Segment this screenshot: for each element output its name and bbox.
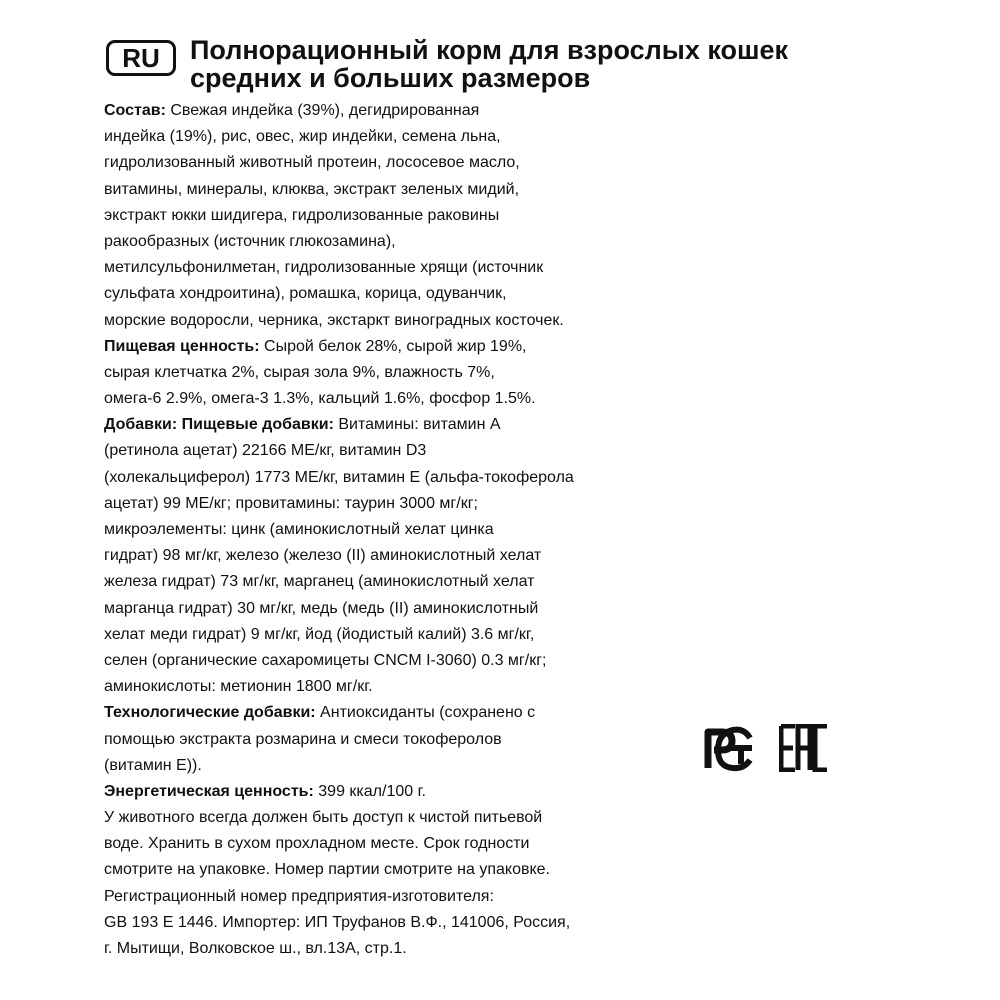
line-text: г. Мытищи, Волковское ш., вл.13А, стр.1. — [104, 940, 407, 957]
label-header — [104, 36, 939, 98]
line-text: марганца гидрат) 30 мг/кг, медь (медь (II) аминокислотный — [104, 599, 539, 617]
text-line — [104, 491, 939, 517]
text-line — [104, 831, 939, 857]
line-text: помощью экстракта розмарина и смеси токоферолов — [104, 730, 502, 748]
text-line — [104, 124, 939, 150]
line-text: Свежая индейка (39%), дегидрированная — [165, 102, 480, 119]
line-text: ракообразных (источник глюкозамина), — [104, 232, 396, 250]
line-text: Витамины: витамин А — [333, 416, 501, 434]
text-line — [104, 177, 939, 203]
line-text: Регистрационный номер предприятия-изготовителя: — [104, 887, 494, 905]
text-line — [104, 517, 939, 543]
eac-certification-icon — [779, 724, 829, 772]
line-text: морские водоросли, черника, экстаркт виноградных косточек. — [104, 311, 564, 329]
pct-certification-icon — [700, 724, 756, 772]
section-heading: Добавки: Пищевые добавки: — [104, 416, 334, 434]
text-line — [104, 308, 939, 334]
line-text: (витамин Е)). — [104, 756, 202, 774]
text-line — [104, 543, 939, 569]
line-text: хелат меди гидрат) 9 мг/кг, йод (йодистый калий) 3.6 мг/кг, — [104, 625, 535, 643]
line-text: индейка (19%), рис, овес, жир индейки, семена льна, — [104, 128, 501, 146]
text-line — [104, 569, 939, 595]
line-text: гидрат) 98 мг/кг, железо (железо (II) аминокислотный хелат — [104, 547, 542, 565]
line-text: гидролизованный животный протеин, лососевое масло, — [104, 154, 520, 172]
text-line — [104, 884, 939, 910]
product-title — [190, 36, 950, 92]
line-text: ацетат) 99 МЕ/кг; провитамины: таурин 3000 мг/кг; — [104, 494, 478, 512]
text-line — [104, 779, 939, 805]
line-text: смотрите на упаковке. Номер партии смотрите на упаковке. — [104, 861, 550, 879]
text-line — [104, 648, 939, 674]
line-text: воде. Хранить в сухом прохладном месте. Срок годности — [104, 835, 530, 853]
text-line — [104, 674, 939, 700]
text-line — [104, 334, 939, 360]
line-text: сырая клетчатка 2%, сырая зола 9%, влажность 7%, — [104, 363, 495, 381]
product-label — [104, 36, 939, 962]
composition-text — [104, 98, 939, 962]
line-text: витамины, минералы, клюква, экстракт зеленых мидий, — [104, 180, 520, 198]
section-heading: Пищевая ценность: — [104, 337, 260, 355]
line-text: GB 193 E 1446. Импортер: ИП Труфанов В.Ф., 141006, Россия, — [104, 913, 571, 931]
text-line — [104, 805, 939, 831]
section-heading: Состав: — [104, 102, 166, 119]
line-text: 399 ккал/100 г. — [313, 782, 426, 800]
text-line — [104, 857, 939, 883]
text-line — [104, 700, 939, 726]
product-title-line: Полнорационный корм для взрослых кошек — [190, 35, 789, 65]
section-heading: Энергетическая ценность: — [104, 782, 314, 800]
line-text: омега-6 2.9%, омега-3 1.3%, кальций 1.6%, фосфор 1.5%. — [104, 390, 536, 408]
line-text: метилсульфонилметан, гидролизованные хрящи (источник — [104, 259, 544, 277]
line-text: аминокислоты: метионин 1800 мг/кг. — [104, 678, 373, 696]
text-line — [104, 203, 939, 229]
text-line — [104, 229, 939, 255]
line-text: сульфата хондроитина), ромашка, корица, одуванчик, — [104, 285, 507, 303]
product-title-line: средних и больших размеров — [190, 63, 591, 93]
text-line — [104, 910, 939, 936]
text-line — [104, 596, 939, 622]
certification-marks — [700, 724, 830, 774]
line-text: Антиоксиданты (сохранено с — [315, 704, 536, 722]
line-text: микроэлементы: цинк (аминокислотный хелат цинка — [104, 521, 494, 538]
text-line — [104, 412, 939, 438]
text-line — [104, 281, 939, 307]
text-line — [104, 150, 939, 176]
language-badge: RU — [106, 40, 176, 76]
line-text: селен (органические сахаромицеты CNCM I-3060) 0.3 мг/кг; — [104, 651, 547, 669]
text-line — [104, 386, 939, 412]
line-text: железа гидрат) 73 мг/кг, марганец (аминокислотный хелат — [104, 573, 535, 591]
text-line — [104, 438, 939, 464]
text-line — [104, 98, 939, 124]
text-line — [104, 465, 939, 491]
section-heading: Технологические добавки: — [104, 704, 316, 722]
text-line — [104, 360, 939, 386]
text-line — [104, 255, 939, 281]
line-text: (холекальциферол) 1773 МЕ/кг, витамин Е (альфа-токоферола — [104, 468, 574, 486]
line-text: экстракт юкки шидигера, гидролизованные раковины — [104, 206, 500, 224]
text-line — [104, 622, 939, 648]
line-text: Сырой белок 28%, сырой жир 19%, — [259, 337, 527, 355]
text-line — [104, 936, 939, 962]
line-text: (ретинола ацетат) 22166 МЕ/кг, витамин D3 — [104, 442, 427, 460]
line-text: У животного всегда должен быть доступ к чистой питьевой — [104, 809, 543, 827]
